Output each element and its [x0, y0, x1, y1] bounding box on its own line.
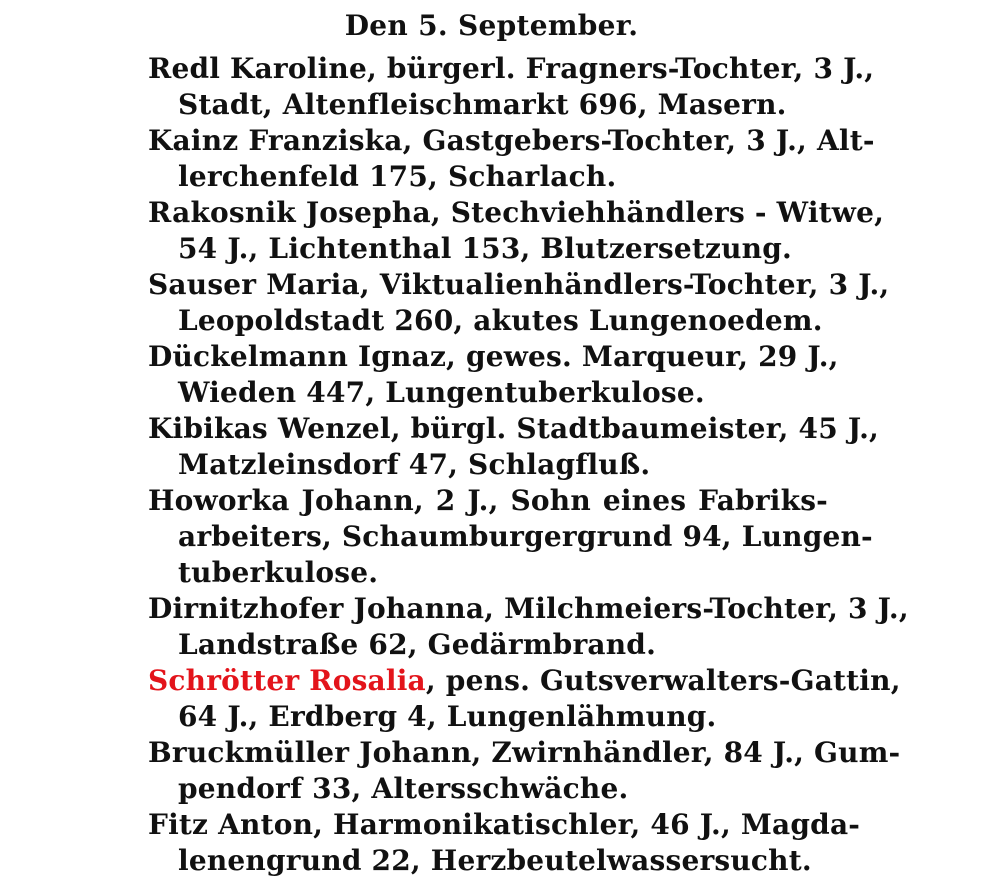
entry-line: Matzleinsdorf 47, Schlagfluß.: [178, 448, 651, 481]
entry-line: Bruckmüller Johann, Zwirnhändler, 84 J., Gum-: [148, 736, 901, 769]
date-heading: Den 5. September.: [344, 9, 639, 42]
entry-line: Leopoldstadt 260, akutes Lungenoedem.: [178, 304, 823, 337]
entry-line: Sauser Maria, Viktualienhändlers-Tochter, 3 J.,: [148, 268, 890, 301]
entry-line: Redl Karoline, bürgerl. Fragners-Tochter, 3 J.,: [148, 52, 875, 85]
entry-line: Stadt, Altenfleischmarkt 696, Masern.: [178, 88, 787, 121]
entry-line: Dückelmann Ignaz, gewes. Marqueur, 29 J.,: [148, 340, 839, 373]
entry-line: Fitz Anton, Harmonikatischler, 46 J., Magda-: [148, 808, 861, 841]
entry-line: lenengrund 22, Herzbeutelwassersucht.: [178, 844, 812, 877]
entry-line: 54 J., Lichtenthal 153, Blutzersetzung.: [178, 232, 792, 265]
entry-line: lerchenfeld 175, Scharlach.: [178, 160, 617, 193]
entry-line-rest: , pens. Gutsverwalters-Gattin,: [425, 664, 901, 697]
highlighted-name: Schrötter Rosalia: [148, 664, 426, 697]
entry-line: Dirnitzhofer Johanna, Milchmeiers-Tochter, 3 J.,: [148, 592, 909, 625]
entry-line: Wieden 447, Lungentuberkulose.: [178, 376, 705, 409]
entry-line: pendorf 33, Altersschwäche.: [178, 772, 629, 805]
entry-line: 64 J., Erdberg 4, Lungenlähmung.: [178, 700, 717, 733]
entry-line: Kibikas Wenzel, bürgl. Stadtbaumeister, 45 J.,: [148, 412, 879, 445]
entry-line: Landstraße 62, Gedärmbrand.: [178, 628, 657, 661]
entry-line-highlighted: [148, 663, 901, 699]
entry-line: Rakosnik Josepha, Stechviehhändlers - Witwe,: [148, 196, 885, 229]
entry-line: arbeiters, Schaumburgergrund 94, Lungen-: [178, 520, 873, 553]
entry-line: Howorka Johann, 2 J., Sohn eines Fabriks-: [148, 484, 828, 517]
entry-line: Kainz Franziska, Gastgebers-Tochter, 3 J., Alt-: [148, 124, 875, 157]
entry-line: tuberkulose.: [178, 556, 379, 589]
